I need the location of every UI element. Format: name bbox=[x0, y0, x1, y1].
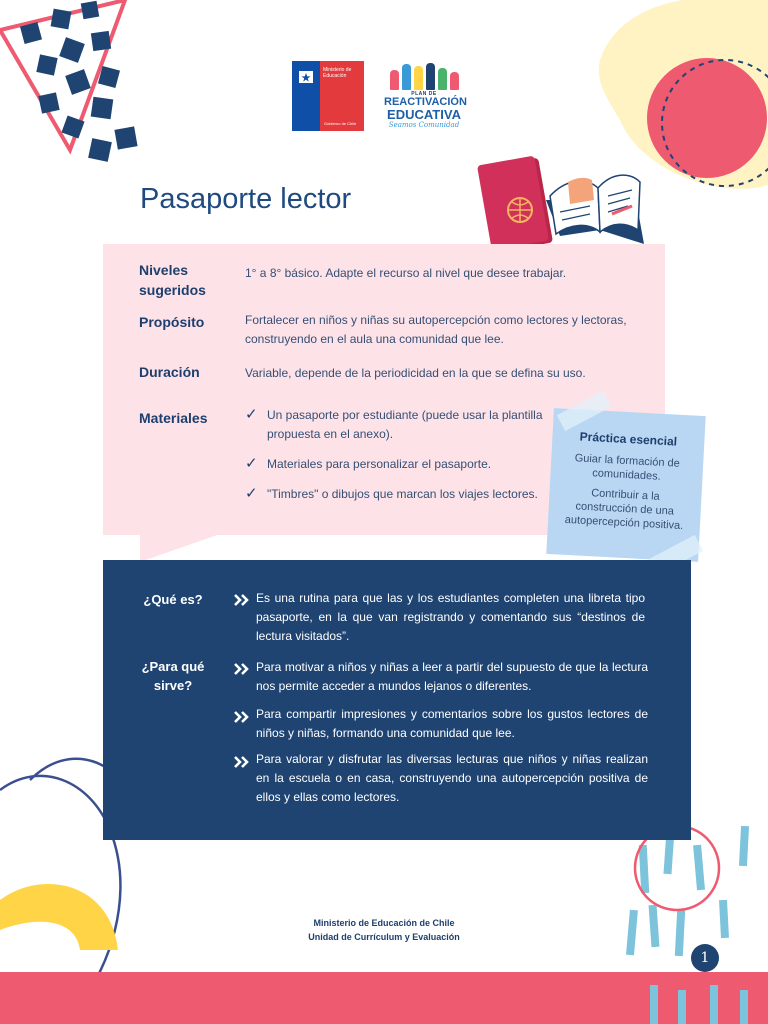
para-que-item-1: Para motivar a niños y niñas a leer a partir del supuesto de que la lectura nos permite acceder a mundos lejanos o diferentes. bbox=[256, 660, 648, 693]
para-que-item-2: Para compartir impresiones y comentarios sobre los gustos lectores de niños y niñas, formando una comunidad que lee. bbox=[256, 707, 648, 740]
plan-reactivacion-logo bbox=[384, 60, 467, 138]
practica-esencial-note bbox=[546, 408, 705, 562]
materiales-list bbox=[245, 406, 555, 504]
ministry-logo-footer: Gobierno de Chile bbox=[320, 117, 364, 131]
note-title: Práctica esencial bbox=[579, 429, 678, 449]
ministerio-educacion-logo bbox=[292, 61, 364, 131]
page-title: Pasaporte lector bbox=[140, 183, 352, 215]
footer-line-2: Unidad de Currículum y Evaluación bbox=[308, 932, 460, 942]
program-logo-line1: REACTIVACIÓN bbox=[384, 96, 467, 108]
double-chevron-icon bbox=[233, 710, 251, 724]
coral-circle bbox=[647, 58, 767, 178]
navy-squares bbox=[20, 1, 138, 162]
footer bbox=[0, 916, 768, 944]
list-item: ✓ "Timbres" o dibujos que marcan los viajes lectores. bbox=[245, 485, 538, 502]
raised-hands-icon bbox=[384, 60, 464, 90]
double-chevron-icon bbox=[233, 755, 251, 769]
duracion-label: Duración bbox=[139, 364, 200, 380]
proposito-label: Propósito bbox=[139, 314, 205, 330]
checkmark-icon: ✓ bbox=[245, 455, 258, 472]
open-book-illustration bbox=[546, 175, 644, 244]
chile-shield-icon bbox=[297, 69, 315, 87]
double-chevron-icon bbox=[233, 593, 251, 607]
ministry-logo-line1: Ministerio de bbox=[323, 67, 352, 73]
para-que-label: ¿Para qué sirve? bbox=[141, 659, 205, 693]
footer-line-1: Ministerio de Educación de Chile bbox=[313, 918, 455, 928]
list-item: ✓ Materiales para personalizar el pasaporte. bbox=[245, 455, 492, 472]
checkmark-icon: ✓ bbox=[245, 485, 258, 502]
materiales-label: Materiales bbox=[139, 410, 208, 426]
niveles-label: Niveles sugeridos bbox=[139, 262, 206, 298]
niveles-value: 1° a 8° básico. Adapte el recurso al nivel que desee trabajar. bbox=[245, 266, 567, 280]
program-logo-small: PLAN DE bbox=[411, 91, 437, 97]
program-logo-tagline: Seamos Comunidad bbox=[388, 121, 460, 129]
para-que-item-3: Para valorar y disfrutar las diversas lecturas que niños y niñas realizan en la escuela o en casa, construyendo una autopercepción positiva de ellos y ellas como lectores. bbox=[256, 752, 648, 804]
program-logo-line2: EDUCATIVA bbox=[387, 107, 461, 122]
page-number: 1 bbox=[691, 944, 719, 972]
que-es-text: Es una rutina para que las y los estudiantes completen una libreta tipo pasaporte, en la que van registrando y comentando sus “destinos de lectura visitados”. bbox=[256, 591, 645, 643]
double-chevron-icon bbox=[233, 662, 251, 676]
passport-illustration bbox=[477, 156, 553, 253]
que-es-label: ¿Qué es? bbox=[143, 592, 203, 607]
ministry-logo-line2: Educación bbox=[323, 73, 347, 79]
checkmark-icon: ✓ bbox=[245, 406, 258, 423]
note-item-1: Guiar la formación de comunidades. bbox=[574, 452, 681, 483]
proposito-value: Fortalecer en niños y niñas su autopercepción como lectores y lectoras, construyendo en el aula una comunidad que lee. bbox=[245, 313, 627, 346]
speech-tail bbox=[140, 534, 220, 562]
note-item-2: Contribuir a la construcción de una autopercepción positiva. bbox=[564, 487, 684, 533]
list-item: ✓ Un pasaporte por estudiante (puede usar la plantilla propuesta en el anexo). bbox=[245, 406, 555, 444]
duracion-value: Variable, depende de la periodicidad en la que se defina su uso. bbox=[245, 366, 586, 380]
